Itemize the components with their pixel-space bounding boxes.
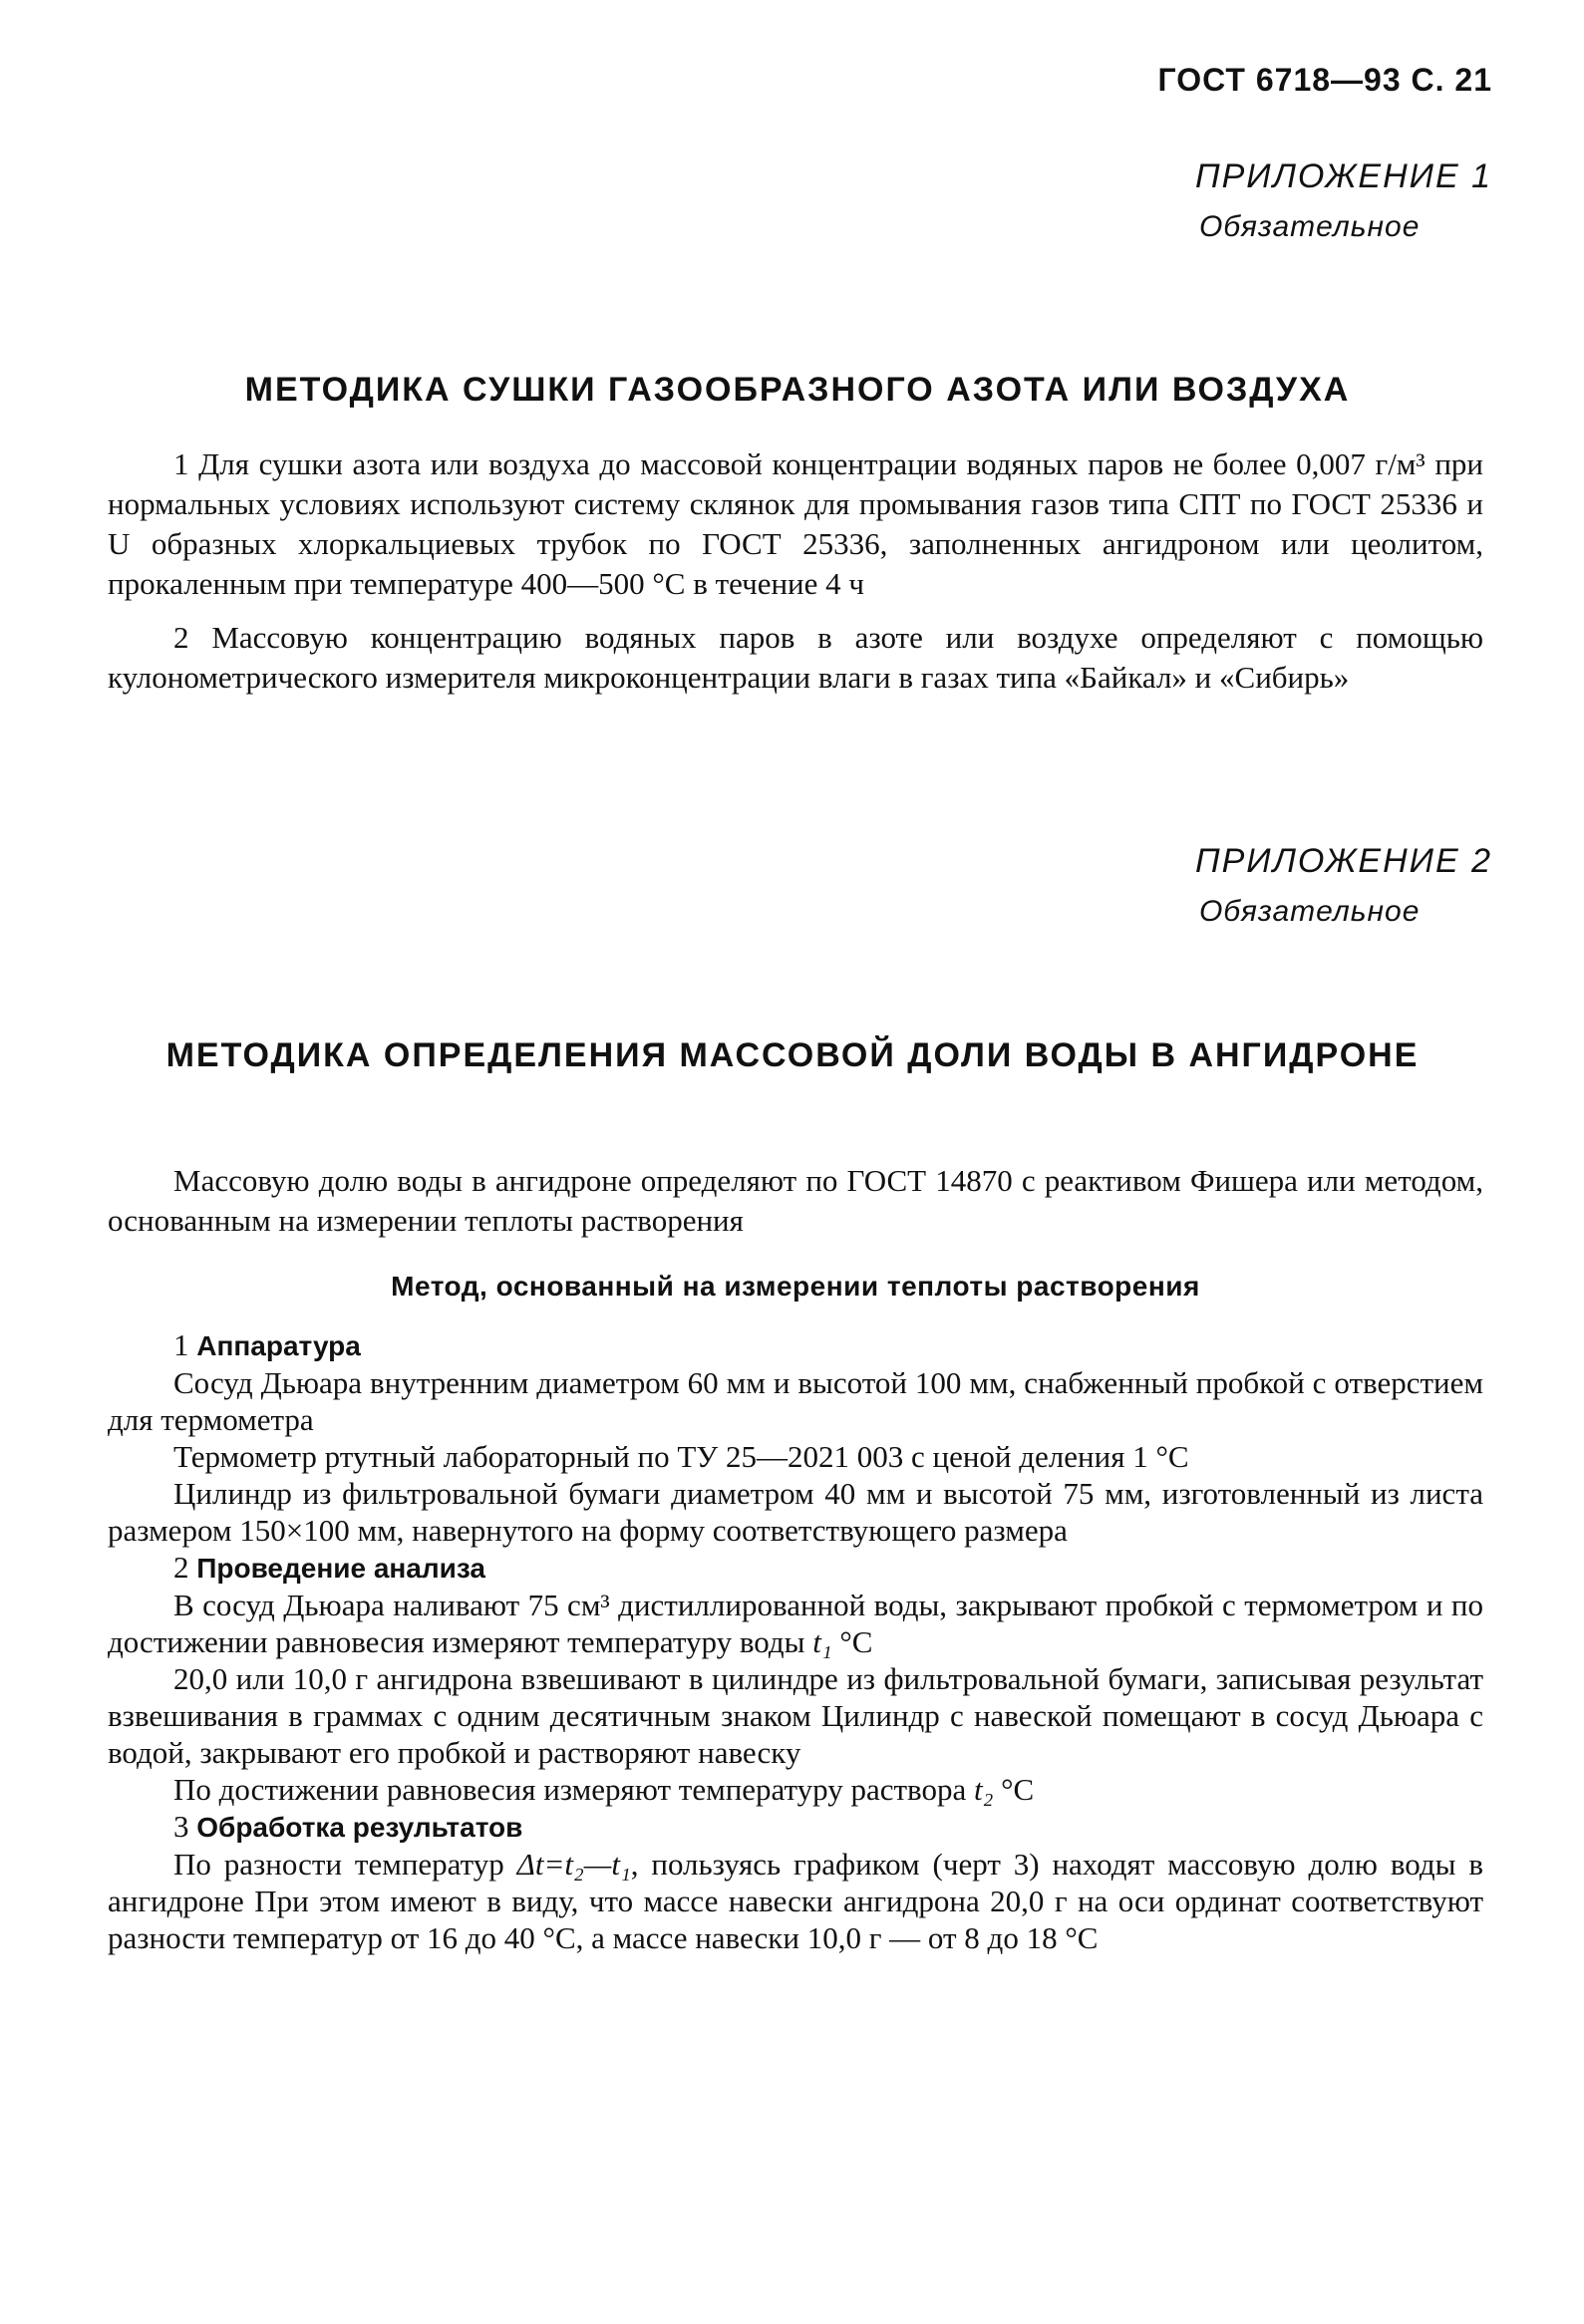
analysis-number: 2 [173,1550,189,1585]
apparatus-heading-text: Аппаратура [196,1330,361,1361]
delta-t-formula: Δt=t₂—t₁ [516,1847,631,1882]
section-1-paragraph-1: 1 Для сушки азота или воздуха до массовой концентрации водяных паров не более 0,007 г/м³ при нормальных условиях используют систему склянок для промывания газов типа СПТ по ГОСТ 25336 и U образных хлоркальциевых трубок по ГОСТ 25336, заполненных ангидроном или цеолитом, прокаленным при температуре 400—500 °С в течение 4 ч [108,446,1483,601]
apparatus-paragraph-1: Сосуд Дьюара внутренним диаметром 60 мм и высотой 100 мм, снабженный пробкой с отверстием для термометра [108,1365,1483,1437]
analysis-paragraph-3-unit: °С [993,1772,1035,1807]
results-number: 3 [173,1809,189,1844]
analysis-heading [108,1549,1483,1587]
section-1-paragraph-2: 2 Массовую концентрацию водяных паров в азоте или воздухе определяют с помощью кулонометрического измерителя микроконцентрации влаги в газах типа «Байкал» и «Сибирь» [108,620,1483,695]
analysis-heading-text: Проведение анализа [196,1553,485,1584]
page-header: ГОСТ 6718—93 С. 21 [1157,62,1492,98]
analysis-paragraph-3 [108,1771,1483,1808]
appendix-2-status: Обязательное [1198,895,1421,928]
appendix-2-block [1195,842,1492,929]
analysis-paragraph-1-text: В сосуд Дьюара наливают 75 см³ дистиллированной воды, закрывают пробкой с термометром и по достижении равновесия измеряют температуру воды [108,1588,1483,1659]
analysis-paragraph-1 [108,1587,1483,1660]
apparatus-paragraph-2: Термометр ртутный лабораторный по ТУ 25—2021 003 с ценой деления 1 °С [173,1439,1189,1474]
section-1-title: МЕТОДИКА СУШКИ ГАЗООБРАЗНОГО АЗОТА ИЛИ ВОЗДУХА [244,371,1351,409]
results-paragraph-1 [108,1846,1483,1956]
appendix-1-status: Обязательное [1198,210,1421,243]
appendix-2-label: ПРИЛОЖЕНИЕ 2 [1194,842,1492,880]
method-heading: Метод, основанный на измерении теплоты растворения [391,1271,1200,1302]
section-2-title: МЕТОДИКА ОПРЕДЕЛЕНИЯ МАССОВОЙ ДОЛИ ВОДЫ В АНГИДРОНЕ [165,1036,1420,1074]
appendix-1-block [1195,157,1492,244]
temperature-t2-variable: t₂ [974,1772,994,1807]
results-paragraph-1-rest: , пользуясь графиком (черт 3) находят массовую долю воды в ангидроне При этом имеют в виду, что массе навески ангидрона 20,0 г на оси ординат соответствуют разности температур от 16 до 40 °С, а массе навески 10,0 г — от 8 до 18 °С [108,1847,1483,1955]
appendix-1-label: ПРИЛОЖЕНИЕ 1 [1194,157,1492,195]
analysis-paragraph-1-unit: °С [831,1624,873,1659]
results-paragraph-1-start: По разности температур [173,1847,517,1882]
results-heading [108,1808,1483,1846]
method-body [108,1326,1483,1956]
apparatus-paragraph-3: Цилиндр из фильтровальной бумаги диаметром 40 мм и высотой 75 мм, изготовленный из листа размером 150×100 мм, навернутого на форму соответствующего размера [108,1476,1483,1548]
results-heading-text: Обработка результатов [196,1812,523,1843]
temperature-t1-variable: t₁ [812,1624,832,1659]
section-2-intro: Массовую долю воды в ангидроне определяют по ГОСТ 14870 с реактивом Фишера или методом, основанным на измерении теплоты растворения [108,1163,1483,1238]
analysis-paragraph-2: 20,0 или 10,0 г ангидрона взвешивают в цилиндре из фильтровальной бумаги, записывая результат взвешивания в граммах с одним десятичным знаком Цилиндр с навеской помещают в сосуд Дьюара с водой, закрывают его пробкой и растворяют навеску [108,1661,1483,1770]
apparatus-number: 1 [173,1327,189,1362]
apparatus-heading [108,1326,1483,1364]
analysis-paragraph-3-text: По достижении равновесия измеряют температуру раствора [173,1772,974,1807]
